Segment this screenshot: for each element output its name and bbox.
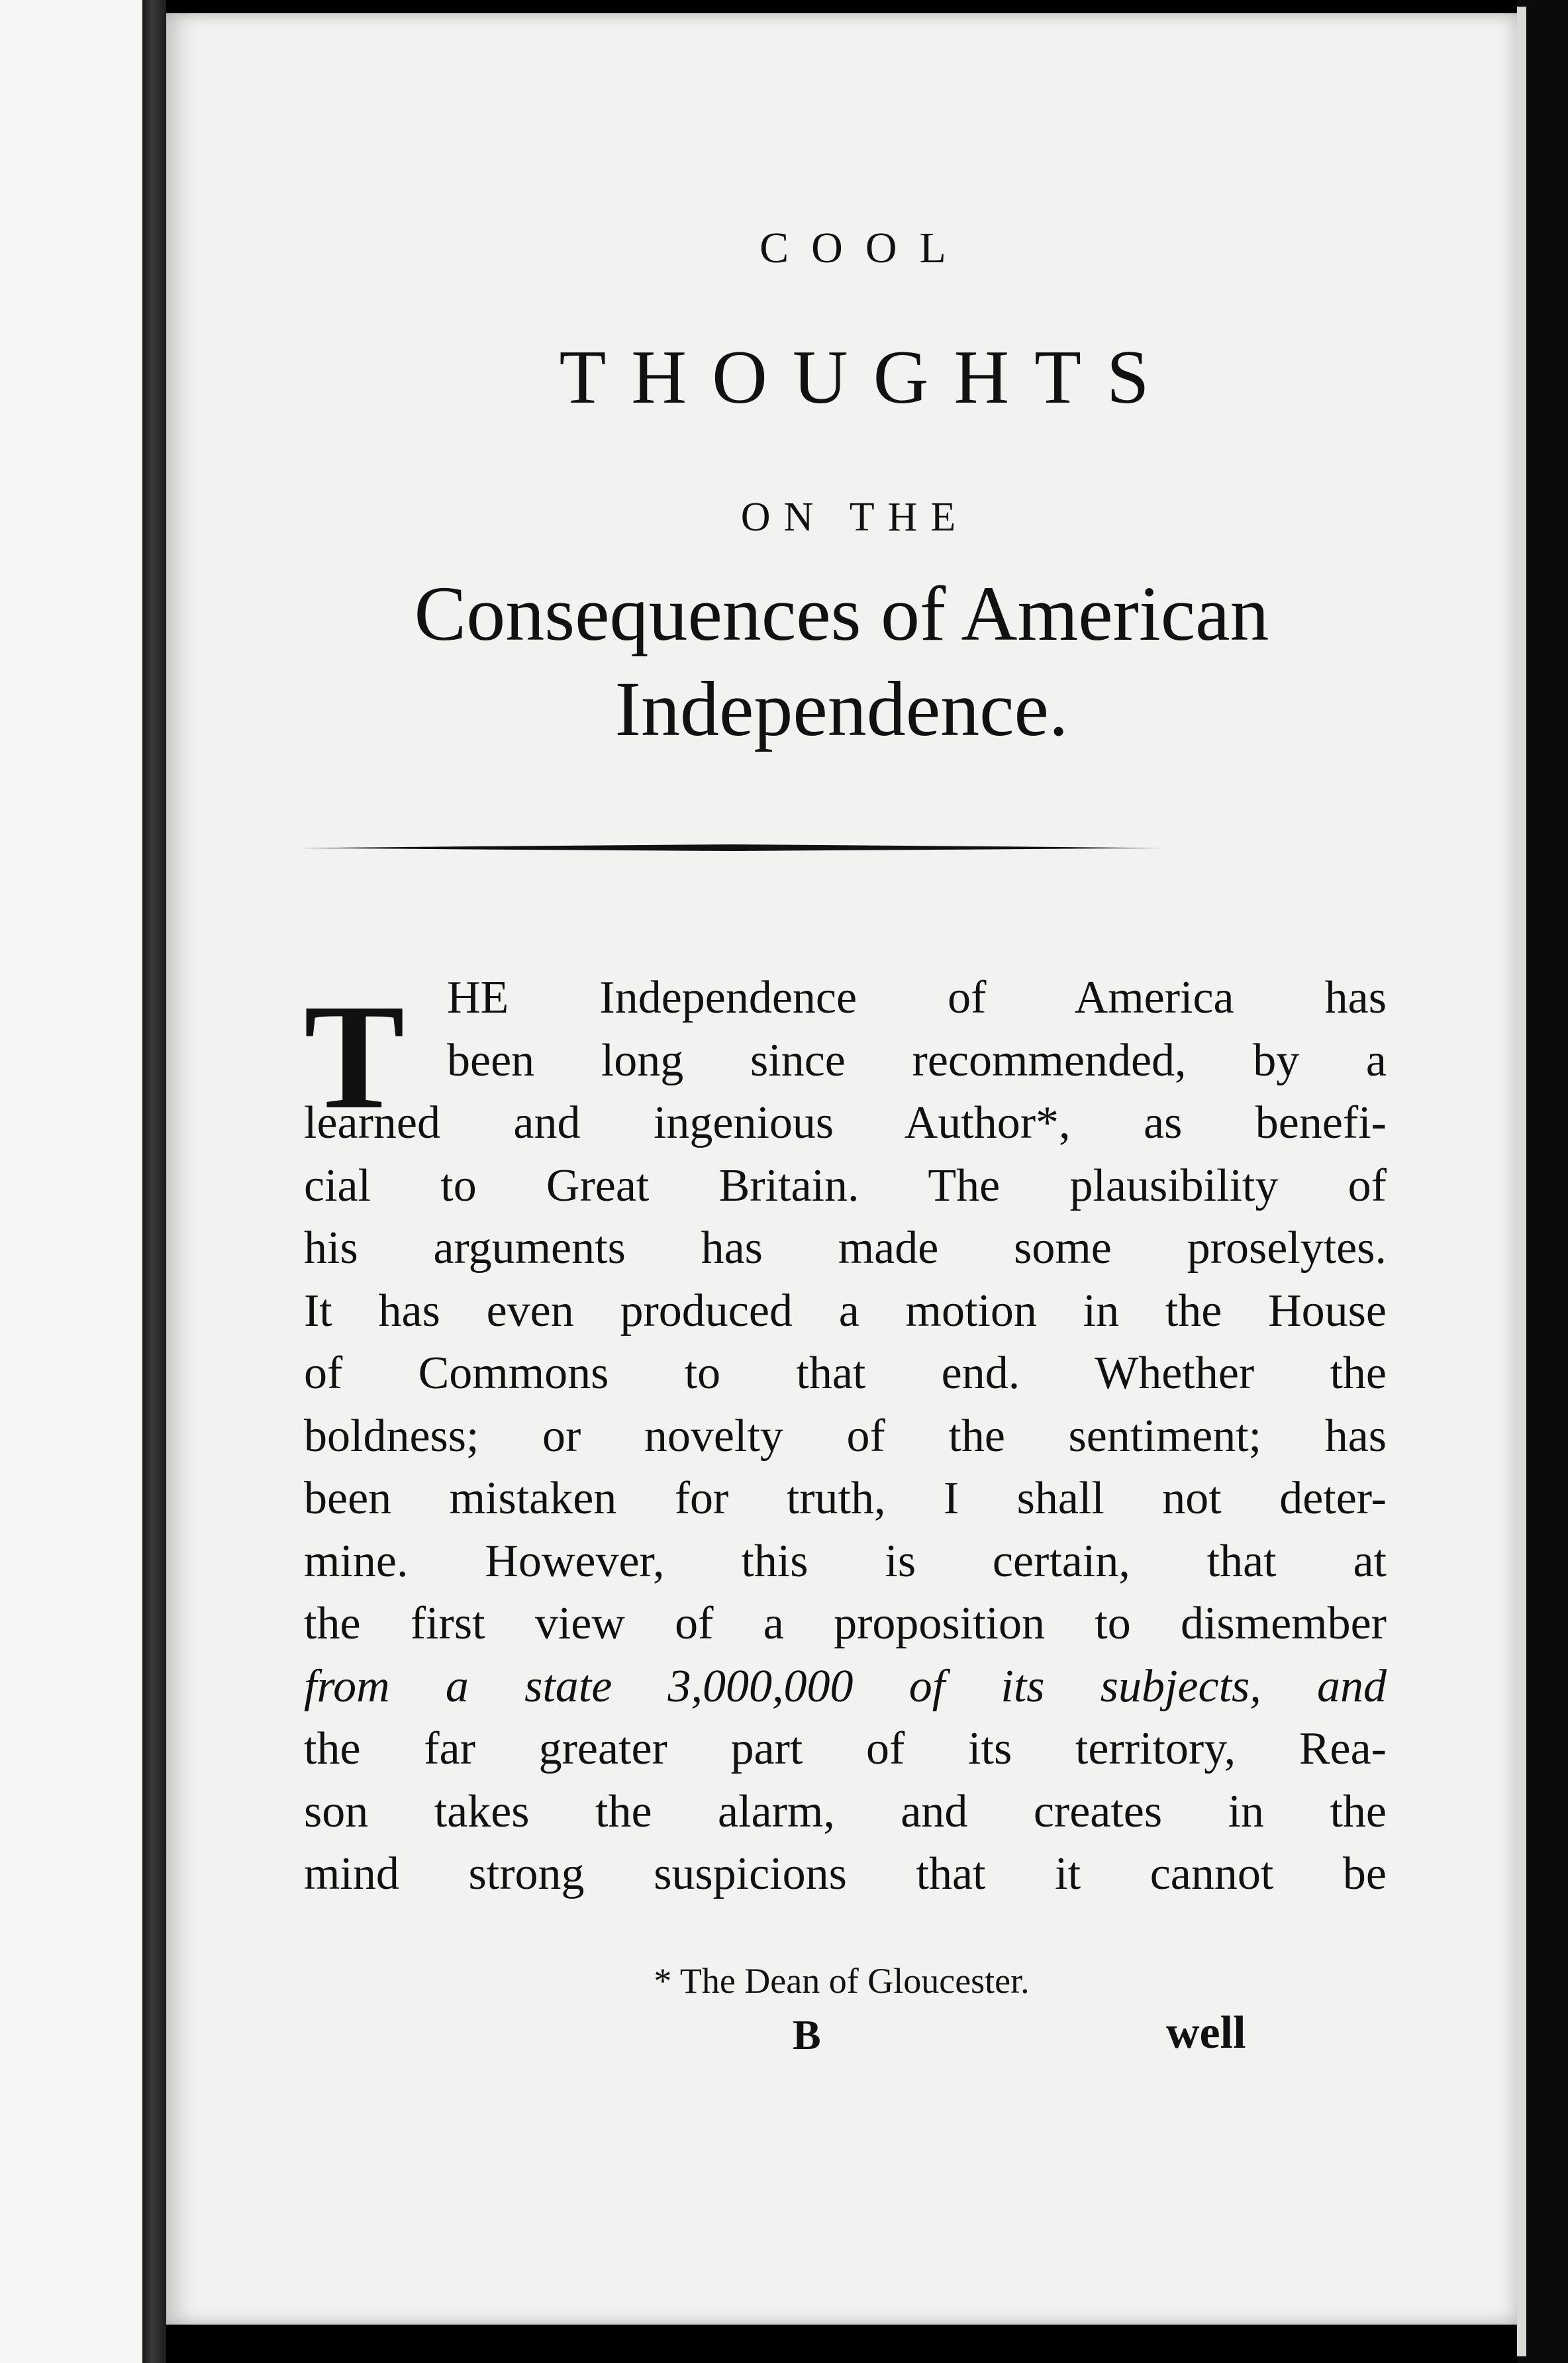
body-line: mind strong suspicions that it cannot be (304, 1848, 1387, 1899)
body-line: boldness; or novelty of the sentiment; has (304, 1410, 1387, 1462)
body-line: learned and ingenious Author*, as benefi- (304, 1097, 1387, 1148)
body-line: the first view of a proposition to dismember (304, 1598, 1387, 1649)
body-line: It has even produced a motion in the House (304, 1285, 1387, 1336)
body-line: mine. However, this is certain, that at (304, 1535, 1387, 1587)
body-line: of Commons to that end. Whether the (304, 1348, 1387, 1399)
body-line: been long since recommended, by a (447, 1034, 1387, 1086)
body-line: cial to Great Britain. The plausibility of (304, 1160, 1387, 1211)
body-line: his arguments has made some proselytes. (304, 1223, 1387, 1274)
book-gutter (142, 0, 166, 2363)
title-line-consequences: Consequences of American (414, 570, 1269, 657)
body-line: the far greater part of its territory, Rea- (304, 1723, 1387, 1774)
title-line-on-the: ON THE (740, 495, 969, 540)
body-paragraph (304, 967, 1387, 1906)
drop-cap: T (304, 974, 405, 1140)
title-line-thoughts: THOUGHTS (559, 335, 1175, 420)
facing-page-edge (0, 0, 142, 2363)
footnote: * The Dean of Gloucester. (654, 1961, 1030, 2001)
book-page (166, 13, 1517, 2325)
signature-mark: B (793, 2011, 821, 2058)
body-line: been mistaken for truth, I shall not deter- (304, 1473, 1387, 1524)
title-line-independence: Independence. (614, 666, 1069, 752)
body-line: son takes the alarm, and creates in the (304, 1785, 1387, 1837)
title-line-cool: COOL (760, 224, 969, 272)
title-rule (299, 844, 1163, 851)
body-line: from a state 3,000,000 of its subjects, and (304, 1660, 1387, 1712)
body-line: HE Independence of America has (447, 972, 1387, 1023)
catchword: well (1166, 2007, 1246, 2058)
